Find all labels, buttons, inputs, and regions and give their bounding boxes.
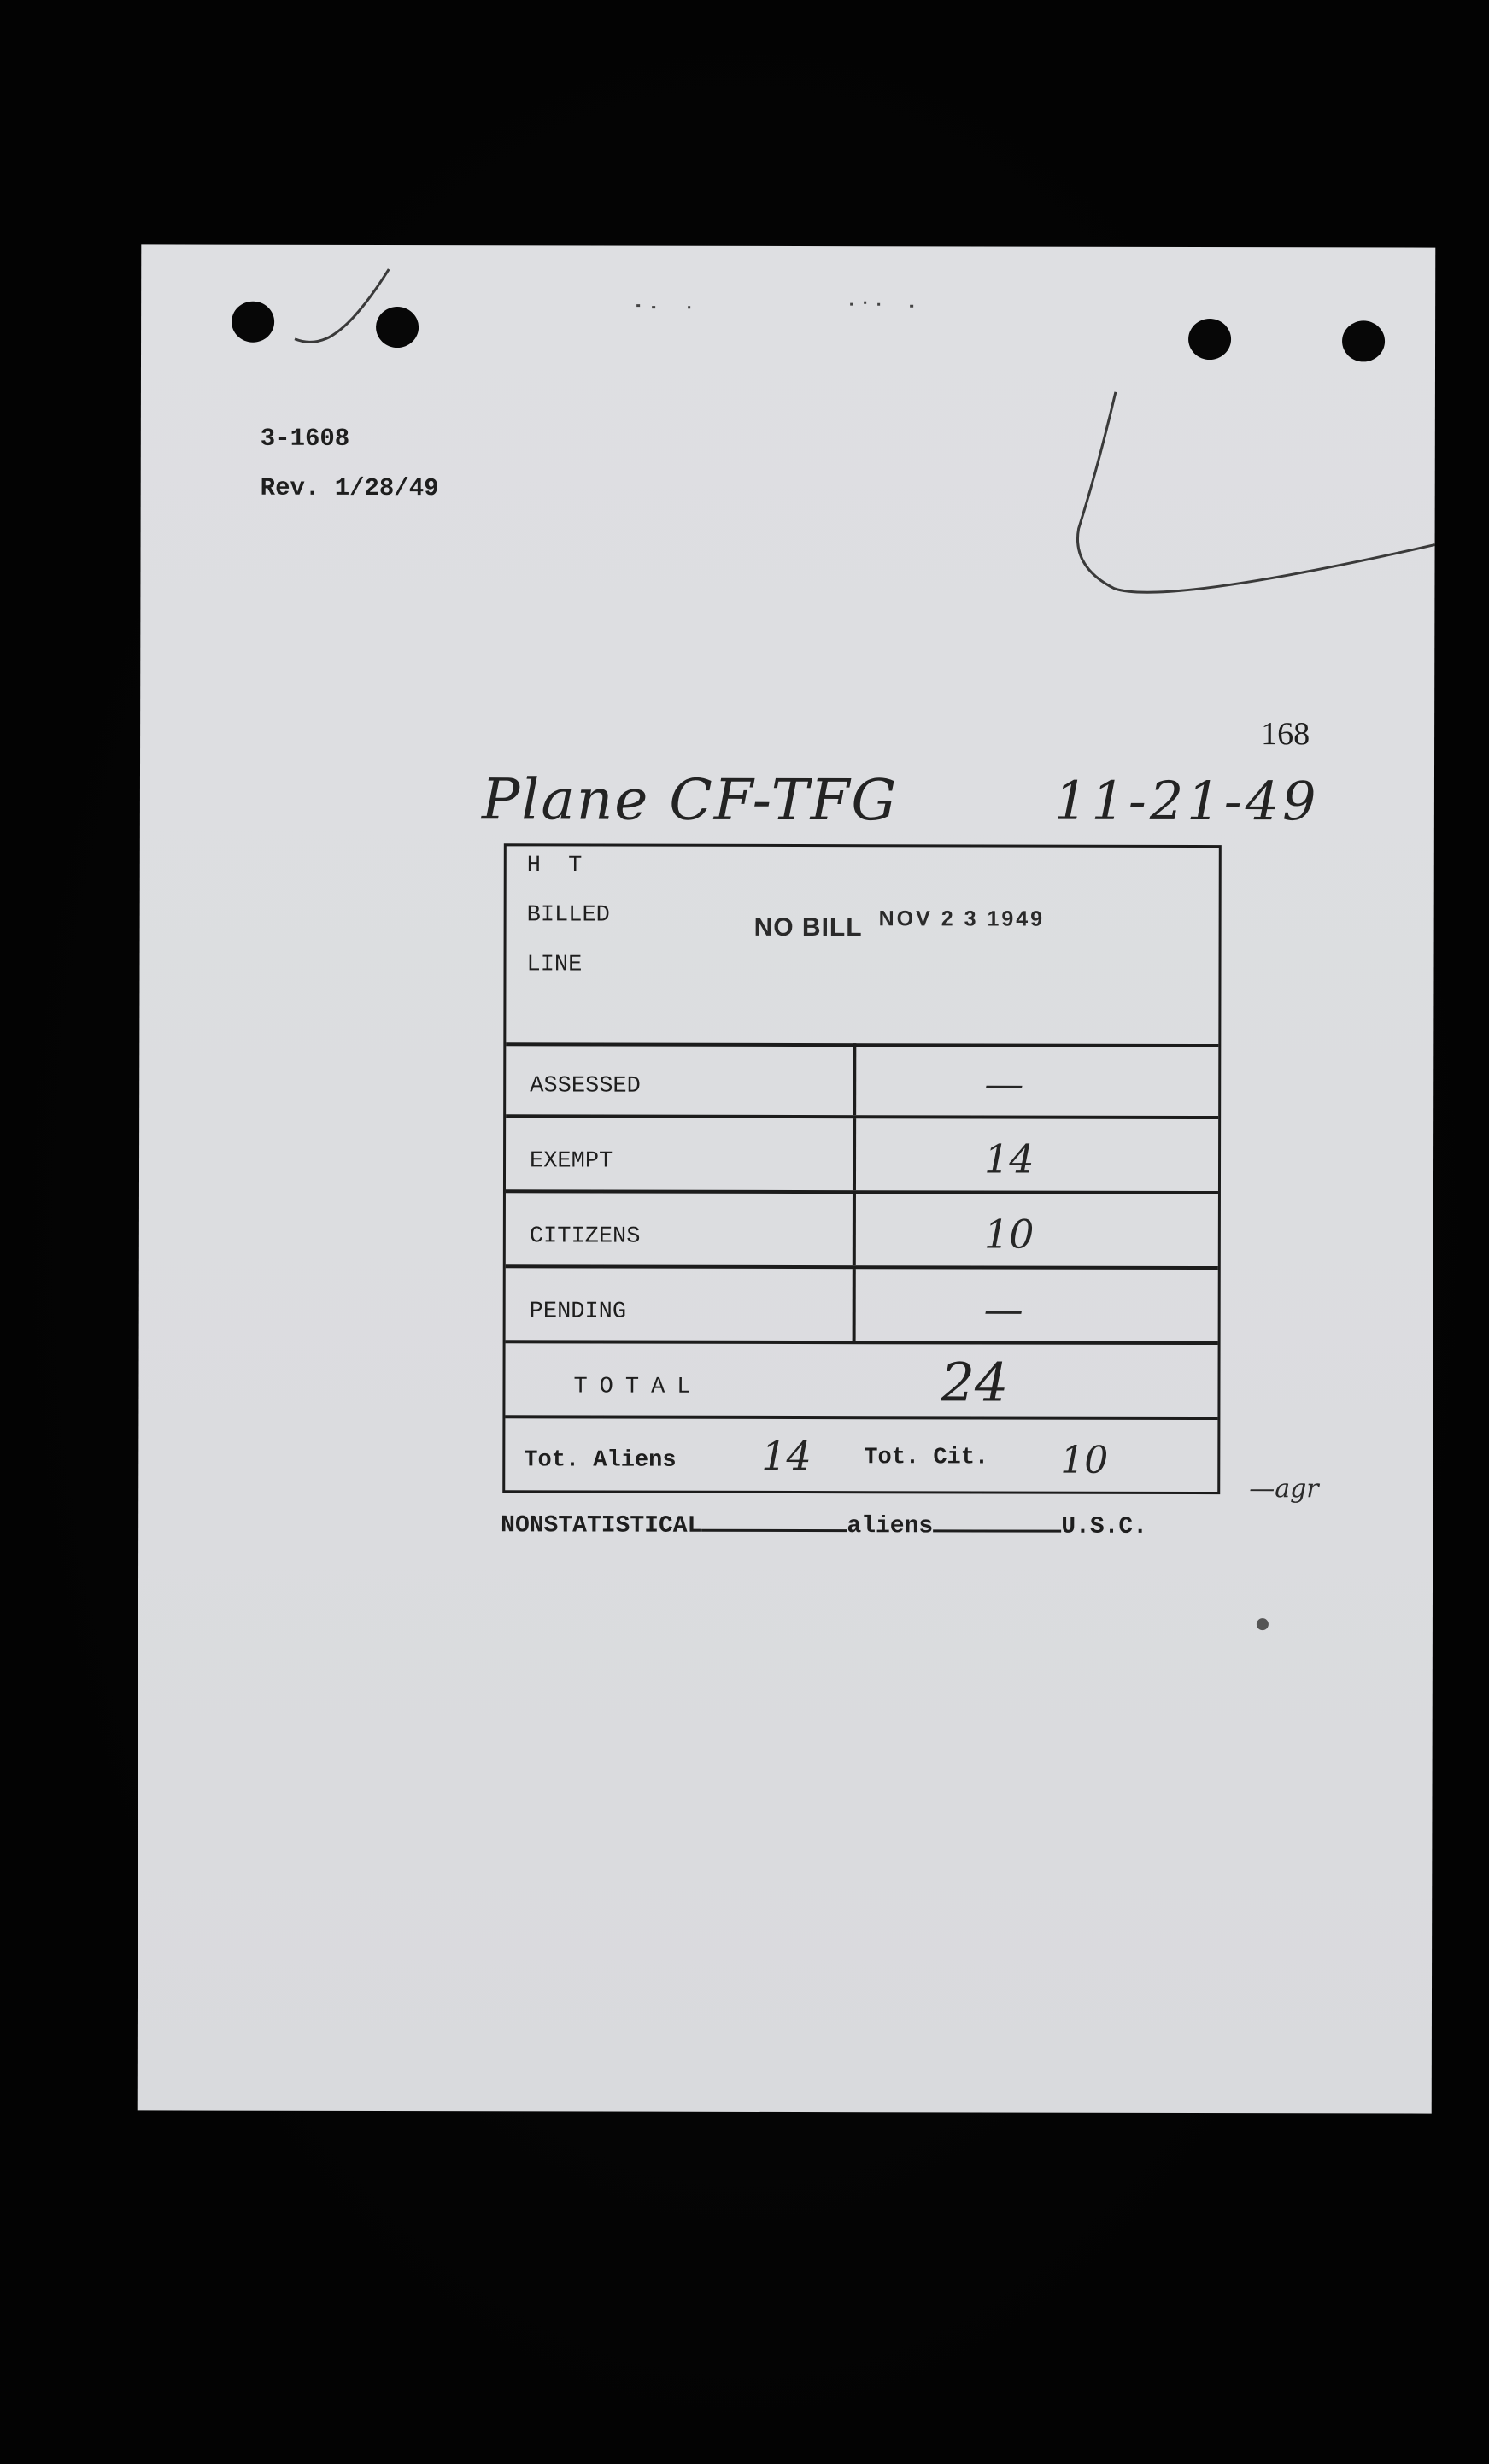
header-line-billed: BILLED [526, 902, 610, 929]
row-value: 10 [983, 1211, 1035, 1258]
header-line-ht: H T [526, 853, 589, 879]
row-exempt [506, 1118, 1218, 1194]
form-code: 3-1608 [260, 424, 350, 453]
checkmark-pen-stroke [295, 269, 389, 343]
total-label: TOTAL [573, 1374, 703, 1400]
form-header [506, 846, 1218, 1047]
row-totals-summary [505, 1418, 1217, 1495]
document-page [138, 244, 1436, 2113]
punch-hole [232, 302, 274, 343]
form-revision: Rev. 1/28/49 [260, 473, 439, 503]
row-assessed [506, 1042, 1218, 1119]
page-number: 168 [1261, 716, 1310, 753]
no-bill-stamp: NO BILL [753, 912, 863, 942]
row-label: PENDING [529, 1299, 627, 1325]
row-value: — [984, 1060, 1024, 1107]
stamp-date: NOV 2 3 1949 [878, 906, 1046, 931]
total-value: 24 [941, 1351, 1009, 1414]
blank-field [933, 1511, 1061, 1532]
total-aliens-value: 14 [761, 1432, 812, 1480]
ink-dot [1257, 1618, 1269, 1630]
punch-hole [1188, 319, 1231, 360]
row-pending [506, 1268, 1218, 1345]
nonstatistical-line [501, 1510, 1147, 1540]
handwritten-date: 11-21-49 [1053, 769, 1320, 833]
punch-hole [376, 307, 419, 348]
total-citizens-value: 10 [1060, 1438, 1109, 1482]
row-value: 14 [983, 1135, 1035, 1182]
handwritten-initials: —agr [1249, 1474, 1319, 1505]
column-divider [853, 1043, 856, 1115]
column-divider [853, 1269, 856, 1341]
manifest-form-box [502, 843, 1222, 1494]
handwritten-plane-id: Plane CF-TFG [481, 766, 899, 834]
column-divider [853, 1194, 856, 1265]
total-citizens-label: Tot. Cit. [864, 1445, 989, 1471]
stray-marks [636, 302, 913, 308]
punch-hole [1342, 320, 1385, 361]
row-total [505, 1343, 1217, 1420]
row-citizens [506, 1193, 1218, 1270]
row-label: CITIZENS [529, 1223, 641, 1250]
row-label: ASSESSED [530, 1073, 641, 1100]
header-line-line: LINE [526, 952, 583, 978]
blank-field [701, 1511, 847, 1532]
nonstatistical-label: NONSTATISTICAL [501, 1512, 702, 1540]
total-aliens-label: Tot. Aliens [524, 1447, 677, 1474]
aliens-label: aliens [847, 1513, 934, 1540]
column-divider [853, 1118, 856, 1190]
usc-label: U.S.C. [1061, 1513, 1148, 1540]
row-label: EXEMPT [530, 1148, 613, 1175]
row-value: — [983, 1286, 1023, 1333]
large-pen-stroke [1077, 392, 1435, 593]
